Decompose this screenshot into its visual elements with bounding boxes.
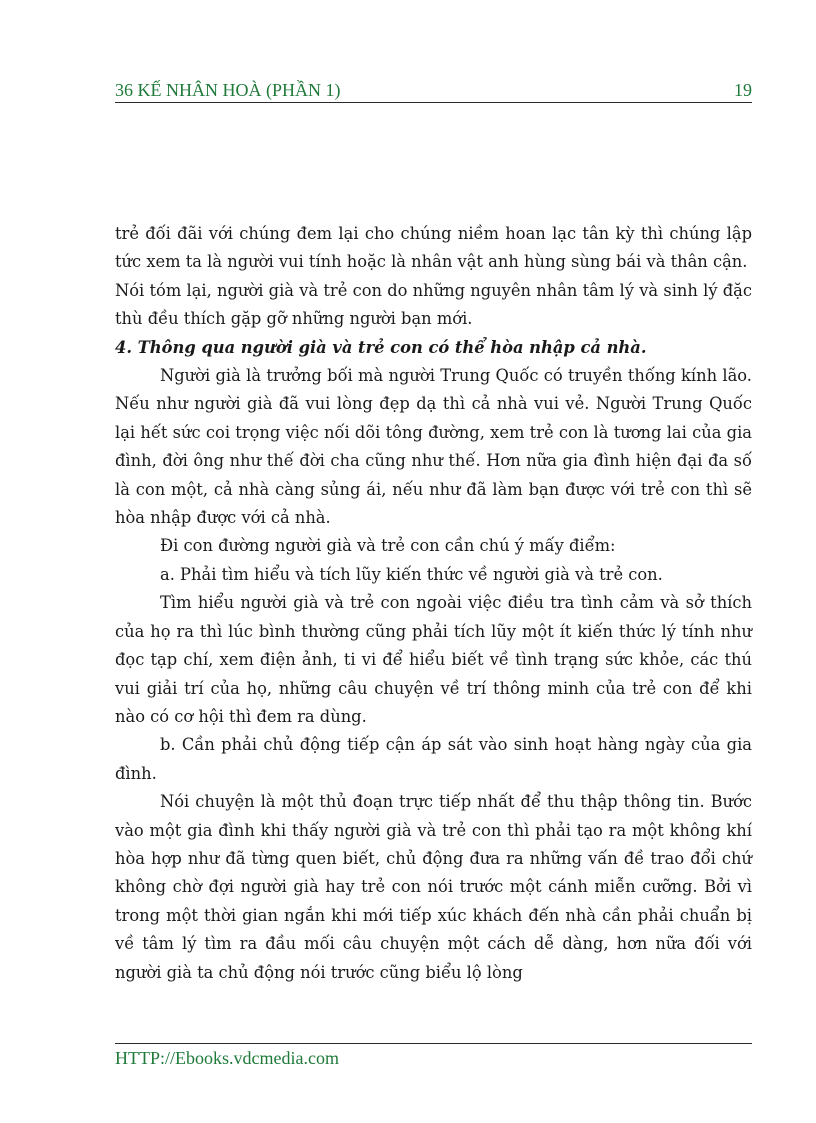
list-item-a: a. Phải tìm hiểu và tích lũy kiến thức về người già và trẻ con. [160, 564, 663, 584]
section-heading: 4. Thông qua người già và trẻ con có thể hòa nhập cả nhà. [115, 337, 647, 357]
paragraph-summary: Nói tóm lại, người già và trẻ con do những nguyên nhân tâm lý và sinh lý đặc thù đều thích gặp gỡ những người bạn mới. [115, 280, 752, 329]
page-footer [115, 1043, 752, 1074]
footer-link[interactable]: HTTP://Ebooks.vdcmedia.com [115, 1048, 339, 1068]
paragraph: Tìm hiểu người già và trẻ con ngoài việc điều tra tình cảm và sở thích của họ ra thì lúc bình thường cũng phải tích lũy một ít kiến thức lý tính như đọc tạp chí, xem điện ảnh, ti vi để hiểu biết về tình trạng sức khỏe, các thú vui giải trí của họ, những câu chuyện về trí thông minh của trẻ con để khi nào có cơ hội thì đem ra dùng. [115, 593, 752, 726]
book-title: 36 KẾ NHÂN HOÀ (PHẦN 1) [115, 80, 341, 100]
list-item-b: b. Cần phải chủ động tiếp cận áp sát vào sinh hoạt hàng ngày của gia đình. [115, 735, 752, 783]
page-header [115, 80, 752, 103]
paragraph-continued: trẻ đối đãi với chúng đem lại cho chúng niềm hoan lạc tân kỳ thì chúng lập tức xem ta là người vui tính hoặc là nhân vật anh hùng sùng bái và thân cận. [115, 224, 752, 272]
page-body [115, 220, 752, 987]
page-number: 19 [734, 80, 752, 100]
paragraph: Người già là trưởng bối mà người Trung Quốc có truyền thống kính lão. Nếu như người già đã vui lòng đẹp dạ thì cả nhà vui vẻ. Người Trung Quốc lại hết sức coi trọng việc nối dõi tông đường, xem trẻ con là tương lai của gia đình, đời ông như thế đời cha cũng như thế. Hơn nữa gia đình hiện đại đa số là con một, cả nhà càng sủng ái, nếu như đã làm bạn được với trẻ con thì sẽ hòa nhập được với cả nhà. [115, 366, 752, 528]
paragraph: Nói chuyện là một thủ đoạn trực tiếp nhất để thu thập thông tin. Bước vào một gia đình khi thấy người già và trẻ con thì phải tạo ra một không khí hòa hợp như đã từng quen biết, chủ động đưa ra những vấn đề trao đổi chứ không chờ đợi người già hay trẻ con nói trước một cánh miễn cưỡng. Bởi vì trong một thời gian ngắn khi mới tiếp xúc khách đến nhà cần phải chuẩn bị về tâm lý tìm ra đầu mối câu chuyện một cách dễ dàng, hơn nữa đối với người già ta chủ động nói trước cũng biểu lộ lòng [115, 792, 752, 982]
paragraph: Đi con đường người già và trẻ con cần chú ý mấy điểm: [160, 536, 616, 556]
